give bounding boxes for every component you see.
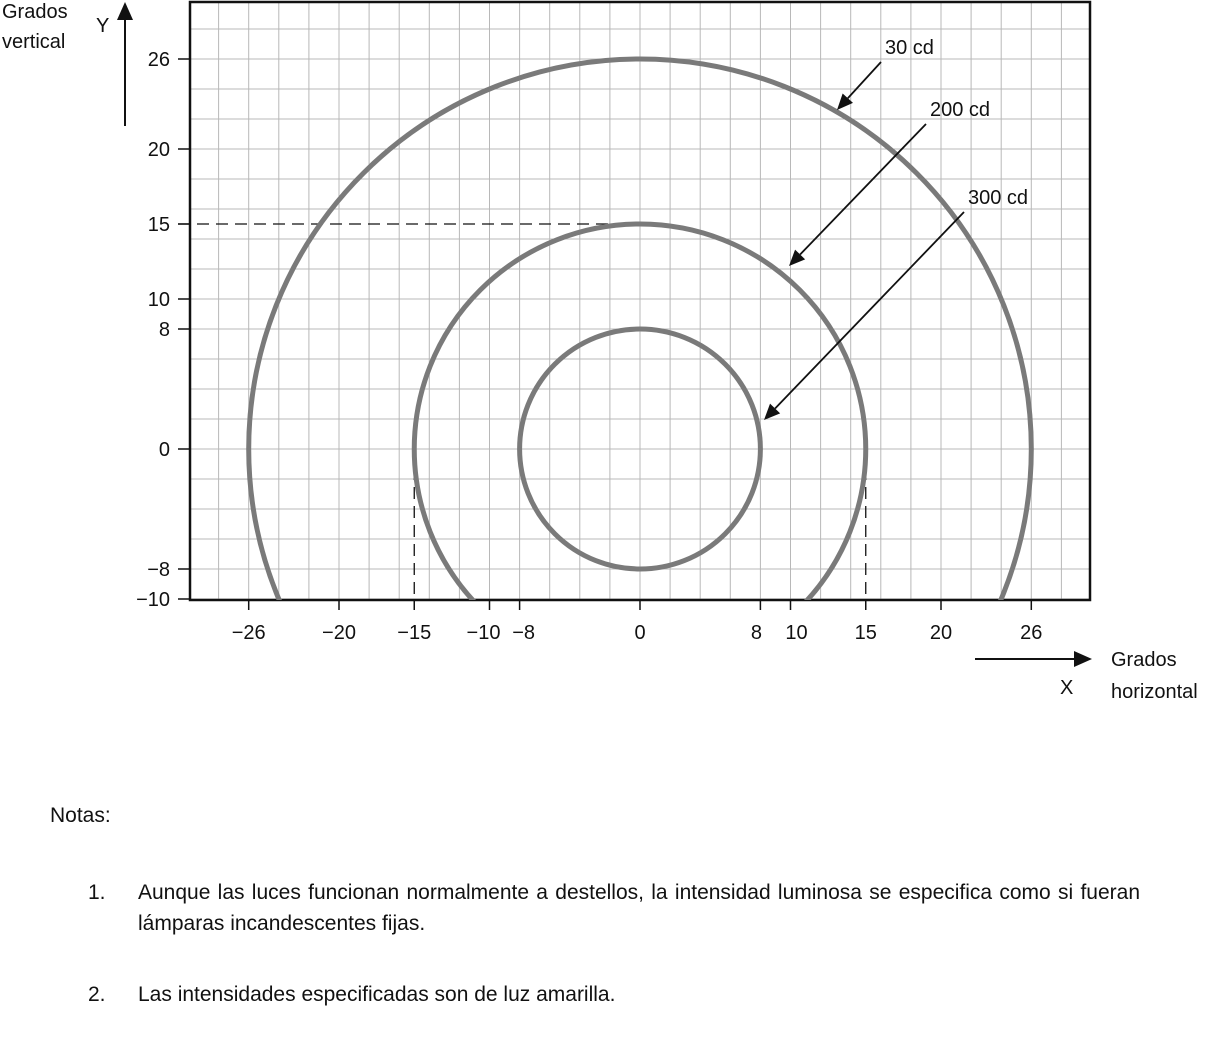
x-tick-label: 15 xyxy=(854,622,877,644)
notes-section xyxy=(50,800,1140,1050)
note-number: 1. xyxy=(88,881,106,904)
note-item-2 xyxy=(50,979,1140,1010)
tick-labels xyxy=(136,49,1042,644)
grid xyxy=(190,2,1090,600)
x-axis-title-line1: Grados xyxy=(1111,649,1177,671)
leader-line xyxy=(775,212,964,408)
y-axis-letter: Y xyxy=(96,15,110,37)
leader-line xyxy=(848,62,881,98)
x-tick-label: −26 xyxy=(231,622,266,644)
y-tick-label: −10 xyxy=(136,589,170,611)
x-tick-label: 8 xyxy=(750,622,762,644)
y-tick-label: 8 xyxy=(158,319,170,341)
x-tick-label: 10 xyxy=(785,622,808,644)
x-axis-title-line2: horizontal xyxy=(1111,681,1198,703)
curve-label: 300 cd xyxy=(968,187,1029,209)
dashed-guide-lines xyxy=(178,224,866,600)
x-tick-label: 26 xyxy=(1020,622,1043,644)
y-tick-label: 0 xyxy=(158,439,170,461)
x-tick-label: −10 xyxy=(466,622,501,644)
x-tick-label: −8 xyxy=(512,622,536,644)
leader-line xyxy=(800,124,926,254)
y-tick-label: 10 xyxy=(147,289,170,311)
curve-label: 30 cd xyxy=(885,37,934,59)
notes-title: Notas: xyxy=(50,804,111,827)
x-tick-label: 0 xyxy=(634,622,646,644)
note-text: Aunque las luces funcionan normalmente a destellos, la intensidad luminosa se especifica como si fueran lámparas incandescentes fijas. xyxy=(138,881,1140,935)
x-tick-label: −15 xyxy=(397,622,432,644)
y-tick-label: 20 xyxy=(147,139,170,161)
y-axis-arrow xyxy=(117,2,133,126)
x-axis-arrow xyxy=(975,651,1092,667)
x-tick-label: −20 xyxy=(322,622,356,644)
curve-label: 200 cd xyxy=(930,99,991,121)
y-tick-label: 26 xyxy=(147,49,170,71)
note-text: Las intensidades especificadas son de luz amarilla. xyxy=(138,983,616,1006)
y-axis-title-line2: vertical xyxy=(2,31,66,53)
note-number: 2. xyxy=(88,983,106,1006)
y-tick-label: −8 xyxy=(147,559,170,581)
y-tick-label: 15 xyxy=(147,214,170,236)
y-axis-title-line1: Grados xyxy=(2,1,68,23)
x-axis-letter: X xyxy=(1060,677,1074,699)
x-tick-label: 20 xyxy=(929,622,953,644)
note-item-1 xyxy=(50,877,1140,939)
